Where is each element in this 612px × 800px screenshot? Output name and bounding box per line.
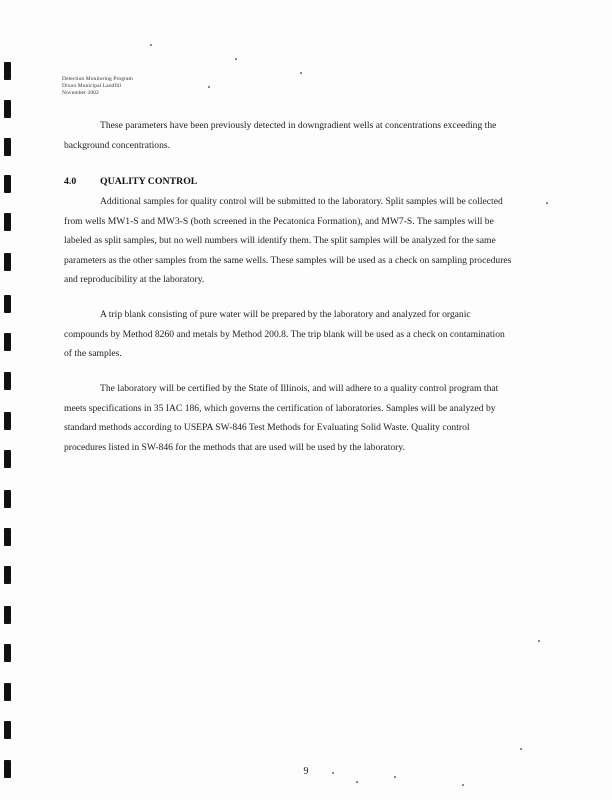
scan-speck	[538, 640, 540, 642]
header-date: November 2002	[62, 90, 99, 96]
section-heading	[64, 176, 197, 187]
binder-mark	[4, 566, 11, 584]
binder-mark	[4, 490, 11, 508]
binder-mark	[4, 528, 11, 546]
page-number: 9	[303, 766, 309, 777]
section-title: QUALITY CONTROL	[100, 176, 198, 187]
scan-speck	[356, 781, 358, 783]
scan-speck	[300, 72, 302, 74]
binder-mark	[4, 450, 11, 468]
scan-speck	[520, 748, 522, 750]
scan-speck	[150, 44, 152, 46]
binder-mark	[4, 138, 11, 156]
scan-speck	[208, 86, 210, 88]
section-number: 4.0	[64, 176, 77, 187]
binder-mark	[4, 644, 11, 662]
paragraph-trip-blank: A trip blank consisting of pure water will be prepared by the laboratory and analyzed for organic compounds by Method 8260 and metals by Method 200.8. The trip blank will be used as a check on contamination of the samples.	[64, 309, 505, 359]
binder-mark	[4, 213, 11, 231]
header-site: Dixon Municipal Landfill	[62, 83, 122, 89]
binder-mark	[4, 372, 11, 390]
header-program: Detection Monitoring Program	[62, 76, 133, 82]
scan-speck	[462, 784, 464, 786]
binder-mark	[4, 606, 11, 624]
binder-mark	[4, 412, 11, 430]
binder-mark	[4, 253, 11, 271]
scan-speck	[235, 58, 237, 60]
binder-mark	[4, 333, 11, 351]
running-header	[62, 76, 133, 97]
binder-mark	[4, 295, 11, 313]
binder-mark	[4, 721, 11, 739]
paragraph-split-samples: Additional samples for quality control will be submitted to the laboratory. Split samples will be collected from wells MW1-S and MW3-S (both screened in the Pecatonica Formation), and MW7-S. The samples will be labeled as split samples, but no well numbers will identify them. The split samples will be analyzed for the same parameters as the other samples from the same wells. These samples will be used as a check on sampling procedures and reproducibility at the laboratory.	[64, 196, 512, 285]
intro-paragraph: These parameters have been previously detected in downgradient wells at concentrations exceeding the background concentrations.	[64, 120, 497, 151]
binder-mark	[4, 62, 11, 80]
binder-mark	[4, 175, 11, 193]
binder-mark	[4, 683, 11, 701]
scan-speck	[546, 202, 548, 204]
binder-mark	[4, 100, 11, 118]
paragraph-laboratory: The laboratory will be certified by the State of Illinois, and will adhere to a quality control program that meets specifications in 35 IAC 186, which governs the certification of laboratories. Samples will be analyzed by standard methods according to USEPA SW-846 Test Methods for Evaluating Solid Waste. Quality control procedures listed in SW-846 for the methods that are used will be used by the laboratory.	[64, 383, 499, 453]
